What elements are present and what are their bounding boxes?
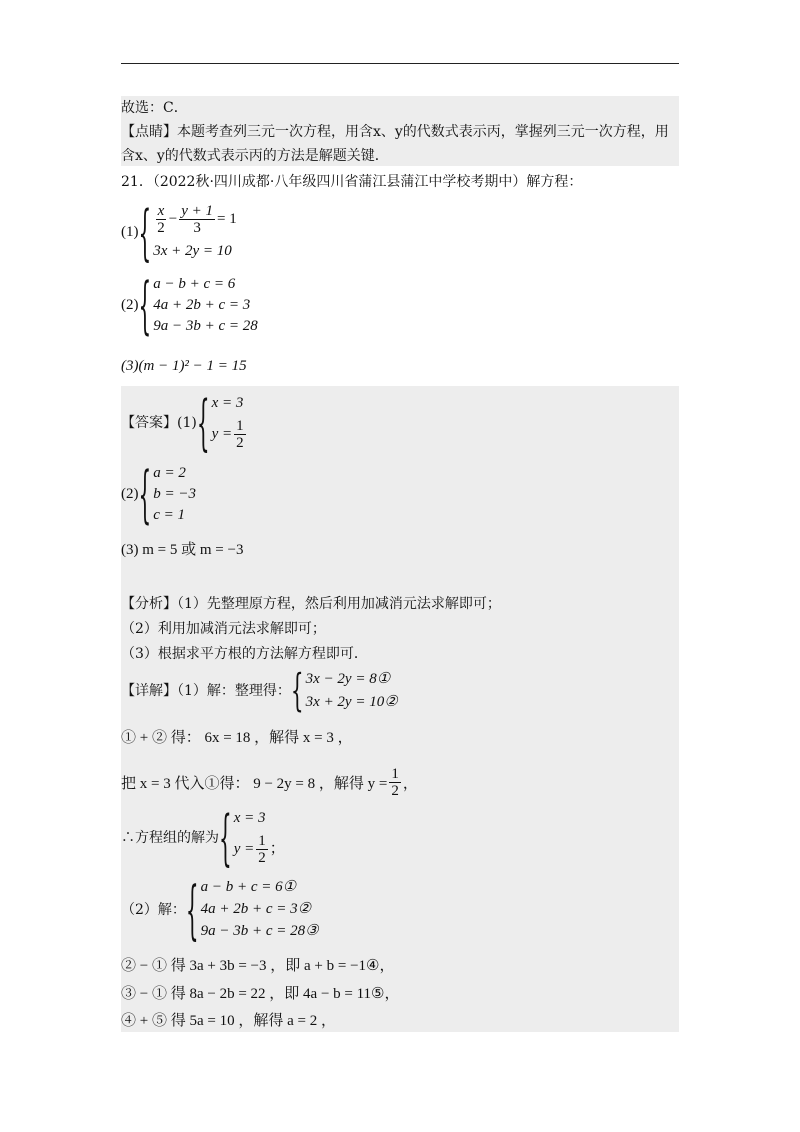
part-1-label: (1) — [121, 223, 139, 240]
solution-system: { x = 3 y = $\frac{1}{2}$ ； — [219, 801, 285, 873]
comment-line-1: 【点睛】本题考查列三元一次方程，用含x、y的代数式表示丙，掌握列三元一次方程，用 — [121, 124, 669, 140]
brace-icon: { — [219, 801, 232, 873]
brace-icon: { — [138, 267, 152, 343]
detail-label: 【详解】（1）解：整理得： — [121, 683, 291, 699]
part-2-label: (2) — [121, 296, 139, 313]
question-part-1 — [121, 196, 237, 268]
equation-2: 3x + 2y = 10 — [153, 242, 232, 259]
detail-part-2 — [121, 870, 319, 948]
question-number: 21． — [121, 174, 153, 190]
detail-step-4: ③ − ① 得 8a − 2b = 22 ，即 4a − b = 11⑤， — [121, 986, 400, 1002]
system-1 — [138, 196, 237, 268]
comment-line-2: 含x、y的代数式表示丙的方法是解题关键． — [121, 148, 389, 164]
answer-2-label: (2) — [121, 485, 139, 502]
brace-icon: { — [196, 386, 210, 458]
answer-part-3: (3) m = 5 或 m = −3 — [121, 542, 244, 558]
brace-icon: { — [290, 663, 304, 717]
answer-part-1 — [121, 386, 248, 458]
answer-label: 【答案】(1) — [121, 415, 197, 431]
analysis-line-1: 【分析】（1）先整理原方程，然后利用加减消元法求解即可； — [121, 596, 501, 612]
solution-label: ∴方程组的解为 — [121, 830, 219, 846]
answer-system-2: { a = 2 b = −3 c = 1 — [138, 456, 196, 532]
question-part-3: (3)(m − 1)² − 1 = 15 — [121, 358, 247, 374]
answer-system-1: { x = 3 y = $\frac{1}{2}$ — [196, 386, 244, 458]
analysis-line-3: （3）根据求平方根的方法解方程即可． — [121, 646, 368, 662]
analysis-line-2: （2）利用加减消元法求解即可； — [121, 621, 326, 637]
detail-system-1: { 3x − 2y = 8① 3x + 2y = 10② — [290, 663, 398, 717]
brace-icon: { — [138, 196, 152, 268]
equation-1: $\frac{x}{2}$ − $\frac{y + 1}{3}$ = 1 — [157, 203, 237, 237]
question-header — [121, 172, 582, 192]
detail-step-2: 把 x = 3 代入①得： 9 − 2y = 8 ，解得 y = $\frac{1}{2}$ ， — [121, 765, 418, 799]
detail-step-3: ② − ① 得 3a + 3b = −3 ，即 a + b = −1④， — [121, 958, 395, 974]
answer-part-2 — [121, 456, 196, 532]
detail-solution — [121, 801, 285, 873]
detail-step-1: ① + ② 得： 6x = 18 ，解得 x = 3 ， — [121, 730, 353, 746]
detail-step-5: ④ + ⑤ 得 5a = 10 ，解得 a = 2 ， — [121, 1013, 336, 1029]
system-2: { a − b + c = 6 4a + 2b + c = 3 9a − 3b + c = 28 — [138, 267, 258, 343]
question-part-2 — [121, 267, 258, 343]
detail-part-2-label: （2）解： — [121, 902, 186, 918]
conclusion-line: 故选：C． — [121, 100, 188, 116]
header-rule — [121, 63, 679, 64]
detail-system-2: { a − b + c = 6① 4a + 2b + c = 3② 9a − 3b + c = 28③ — [185, 870, 319, 948]
detail-intro — [121, 663, 398, 717]
brace-icon: { — [138, 456, 152, 532]
brace-icon: { — [185, 870, 199, 948]
question-source: （2022秋·四川成都·八年级四川省蒲江县蒲江中学校考期中）解方程： — [152, 174, 583, 190]
